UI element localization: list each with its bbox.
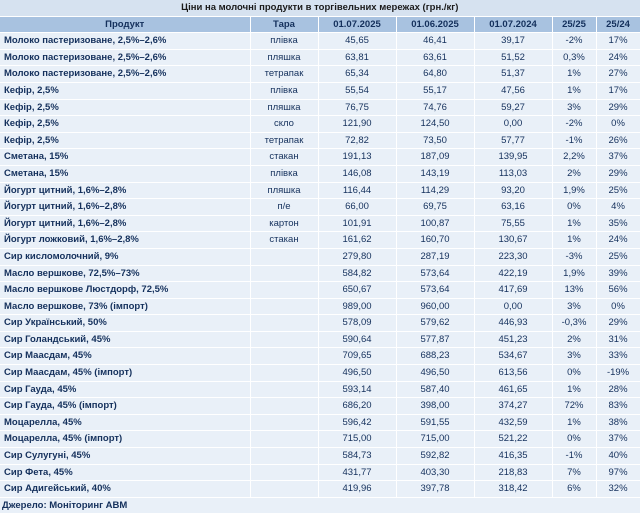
- cell-delta-25-24[interactable]: 29%: [596, 99, 640, 116]
- cell-pack[interactable]: пляшка: [250, 182, 318, 199]
- cell-pack[interactable]: [250, 348, 318, 365]
- cell-delta-25-24[interactable]: 56%: [596, 282, 640, 299]
- table-row: [0, 215, 640, 232]
- table-row: [0, 82, 640, 99]
- cell-delta-25-24[interactable]: 27%: [596, 66, 640, 83]
- cell-price-1[interactable]: 66,00: [318, 199, 396, 216]
- cell-price-3[interactable]: 113,03: [474, 165, 552, 182]
- table-row: [0, 431, 640, 448]
- cell-price-1[interactable]: 55,54: [318, 82, 396, 99]
- cell-delta-25-25[interactable]: 1%: [552, 414, 596, 431]
- cell-price-2[interactable]: 73,50: [396, 132, 474, 149]
- table-row: [0, 331, 640, 348]
- table-row: [0, 315, 640, 332]
- cell-price-2[interactable]: 688,23: [396, 348, 474, 365]
- cell-delta-25-24[interactable]: 97%: [596, 464, 640, 481]
- table-row: [0, 66, 640, 83]
- cell-price-1[interactable]: 63,81: [318, 49, 396, 66]
- cell-product[interactable]: Сметана, 15%: [0, 149, 250, 166]
- cell-price-3[interactable]: 521,22: [474, 431, 552, 448]
- cell-pack[interactable]: [250, 431, 318, 448]
- table-row: [0, 132, 640, 149]
- cell-delta-25-25[interactable]: -0,3%: [552, 315, 596, 332]
- cell-product[interactable]: Масло вершкове, 72,5%–73%: [0, 265, 250, 282]
- cell-price-3[interactable]: 461,65: [474, 381, 552, 398]
- cell-delta-25-25[interactable]: 6%: [552, 481, 596, 498]
- cell-delta-25-25[interactable]: -1%: [552, 132, 596, 149]
- cell-price-1[interactable]: 709,65: [318, 348, 396, 365]
- cell-delta-25-25[interactable]: 1%: [552, 381, 596, 398]
- table-row: [0, 481, 640, 498]
- cell-delta-25-24[interactable]: 24%: [596, 232, 640, 249]
- table-row: [0, 182, 640, 199]
- cell-price-2[interactable]: 124,50: [396, 116, 474, 133]
- cell-price-3[interactable]: 416,35: [474, 448, 552, 465]
- table-row: [0, 199, 640, 216]
- cell-delta-25-24[interactable]: 4%: [596, 199, 640, 216]
- table-row: [0, 348, 640, 365]
- cell-pack[interactable]: [250, 398, 318, 415]
- cell-price-2[interactable]: 114,29: [396, 182, 474, 199]
- cell-product[interactable]: Моцарелла, 45% (імпорт): [0, 431, 250, 448]
- cell-pack[interactable]: [250, 381, 318, 398]
- cell-price-2[interactable]: 69,75: [396, 199, 474, 216]
- table-row: [0, 116, 640, 133]
- cell-delta-25-25[interactable]: 1%: [552, 232, 596, 249]
- cell-price-3[interactable]: 613,56: [474, 365, 552, 382]
- cell-price-3[interactable]: 57,77: [474, 132, 552, 149]
- table-row: [0, 464, 640, 481]
- cell-pack[interactable]: [250, 464, 318, 481]
- cell-delta-25-25[interactable]: 0%: [552, 431, 596, 448]
- cell-price-2[interactable]: 74,76: [396, 99, 474, 116]
- cell-delta-25-24[interactable]: 17%: [596, 82, 640, 99]
- cell-price-1[interactable]: 72,82: [318, 132, 396, 149]
- cell-delta-25-25[interactable]: 1%: [552, 82, 596, 99]
- table-row: [0, 365, 640, 382]
- cell-delta-25-25[interactable]: 3%: [552, 298, 596, 315]
- cell-delta-25-25[interactable]: 72%: [552, 398, 596, 415]
- cell-price-3[interactable]: 451,23: [474, 331, 552, 348]
- cell-price-1[interactable]: 161,62: [318, 232, 396, 249]
- cell-delta-25-24[interactable]: 33%: [596, 348, 640, 365]
- cell-pack[interactable]: п/е: [250, 199, 318, 216]
- cell-delta-25-25[interactable]: 0%: [552, 199, 596, 216]
- cell-product[interactable]: Сир Фета, 45%: [0, 464, 250, 481]
- cell-delta-25-24[interactable]: 29%: [596, 315, 640, 332]
- cell-price-3[interactable]: 51,52: [474, 49, 552, 66]
- column-header-price-3[interactable]: 01.07.2024: [474, 16, 552, 33]
- cell-price-2[interactable]: 64,80: [396, 66, 474, 83]
- cell-delta-25-25[interactable]: 1,9%: [552, 265, 596, 282]
- cell-price-1[interactable]: 279,80: [318, 248, 396, 265]
- cell-price-2[interactable]: 960,00: [396, 298, 474, 315]
- cell-price-1[interactable]: 590,64: [318, 331, 396, 348]
- cell-product[interactable]: Сир Маасдам, 45% (імпорт): [0, 365, 250, 382]
- table-row: [0, 414, 640, 431]
- cell-price-2[interactable]: 592,82: [396, 448, 474, 465]
- table-source-row: [0, 497, 640, 514]
- cell-price-1[interactable]: 596,42: [318, 414, 396, 431]
- cell-delta-25-25[interactable]: 7%: [552, 464, 596, 481]
- cell-delta-25-25[interactable]: 1%: [552, 66, 596, 83]
- cell-pack[interactable]: [250, 414, 318, 431]
- cell-price-3[interactable]: 0,00: [474, 298, 552, 315]
- cell-price-3[interactable]: 93,20: [474, 182, 552, 199]
- cell-delta-25-24[interactable]: 17%: [596, 33, 640, 50]
- cell-delta-25-24[interactable]: 28%: [596, 381, 640, 398]
- cell-price-3[interactable]: 318,42: [474, 481, 552, 498]
- cell-price-3[interactable]: 432,59: [474, 414, 552, 431]
- source-label: Джерело: Моніторинг АВМ: [0, 497, 640, 514]
- cell-price-3[interactable]: 59,27: [474, 99, 552, 116]
- table-row: [0, 99, 640, 116]
- cell-price-3[interactable]: 223,30: [474, 248, 552, 265]
- cell-price-2[interactable]: 587,40: [396, 381, 474, 398]
- cell-price-2[interactable]: 46,41: [396, 33, 474, 50]
- cell-price-1[interactable]: 686,20: [318, 398, 396, 415]
- table-header-row: [0, 16, 640, 33]
- column-header-delta-25-25[interactable]: 25/25: [552, 16, 596, 33]
- cell-pack[interactable]: стакан: [250, 149, 318, 166]
- cell-product[interactable]: Кефір, 2,5%: [0, 132, 250, 149]
- cell-product[interactable]: Йогурт ложковий, 1,6%–2,8%: [0, 232, 250, 249]
- cell-price-2[interactable]: 573,64: [396, 265, 474, 282]
- cell-delta-25-24[interactable]: 83%: [596, 398, 640, 415]
- cell-price-3[interactable]: 446,93: [474, 315, 552, 332]
- cell-price-2[interactable]: 63,61: [396, 49, 474, 66]
- cell-price-2[interactable]: 577,87: [396, 331, 474, 348]
- cell-price-2[interactable]: 398,00: [396, 398, 474, 415]
- cell-price-2[interactable]: 715,00: [396, 431, 474, 448]
- page-title: Ціни на молочні продукти в торгівельних мережах (грн./кг): [0, 0, 640, 16]
- cell-delta-25-24[interactable]: 26%: [596, 132, 640, 149]
- cell-price-1[interactable]: 650,67: [318, 282, 396, 299]
- cell-pack[interactable]: [250, 248, 318, 265]
- cell-price-3[interactable]: 0,00: [474, 116, 552, 133]
- cell-product[interactable]: Сир Український, 50%: [0, 315, 250, 332]
- cell-delta-25-25[interactable]: 13%: [552, 282, 596, 299]
- table-row: [0, 33, 640, 50]
- cell-product[interactable]: Сметана, 15%: [0, 165, 250, 182]
- cell-delta-25-24[interactable]: 39%: [596, 265, 640, 282]
- cell-price-3[interactable]: 534,67: [474, 348, 552, 365]
- cell-price-3[interactable]: 374,27: [474, 398, 552, 415]
- cell-pack[interactable]: [250, 331, 318, 348]
- table-row: [0, 298, 640, 315]
- cell-delta-25-24[interactable]: 35%: [596, 215, 640, 232]
- cell-price-2[interactable]: 573,64: [396, 282, 474, 299]
- cell-delta-25-24[interactable]: -19%: [596, 365, 640, 382]
- column-header-product[interactable]: Продукт: [0, 16, 250, 33]
- column-header-delta-25-24[interactable]: 25/24: [596, 16, 640, 33]
- cell-price-2[interactable]: 403,30: [396, 464, 474, 481]
- cell-price-1[interactable]: 121,90: [318, 116, 396, 133]
- cell-delta-25-24[interactable]: 29%: [596, 165, 640, 182]
- cell-price-3[interactable]: 63,16: [474, 199, 552, 216]
- cell-delta-25-24[interactable]: 0%: [596, 116, 640, 133]
- cell-pack[interactable]: картон: [250, 215, 318, 232]
- cell-price-1[interactable]: 116,44: [318, 182, 396, 199]
- cell-delta-25-25[interactable]: -2%: [552, 33, 596, 50]
- cell-pack[interactable]: стакан: [250, 232, 318, 249]
- cell-delta-25-25[interactable]: -2%: [552, 116, 596, 133]
- cell-price-1[interactable]: 431,77: [318, 464, 396, 481]
- cell-product[interactable]: Йогурт цитний, 1,6%–2,8%: [0, 215, 250, 232]
- cell-pack[interactable]: [250, 265, 318, 282]
- cell-price-1[interactable]: 593,14: [318, 381, 396, 398]
- cell-price-1[interactable]: 989,00: [318, 298, 396, 315]
- cell-price-1[interactable]: 191,13: [318, 149, 396, 166]
- table-row: [0, 282, 640, 299]
- cell-price-2[interactable]: 579,62: [396, 315, 474, 332]
- cell-pack[interactable]: плівка: [250, 165, 318, 182]
- cell-delta-25-25[interactable]: 2%: [552, 331, 596, 348]
- cell-price-3[interactable]: 218,83: [474, 464, 552, 481]
- cell-price-3[interactable]: 51,37: [474, 66, 552, 83]
- table-row: [0, 165, 640, 182]
- table-row: [0, 448, 640, 465]
- cell-delta-25-25[interactable]: 1,9%: [552, 182, 596, 199]
- cell-delta-25-24[interactable]: 37%: [596, 149, 640, 166]
- cell-product[interactable]: Молоко пастеризоване, 2,5%–2,6%: [0, 66, 250, 83]
- table-row: [0, 265, 640, 282]
- table-row: [0, 398, 640, 415]
- cell-pack[interactable]: тетрапак: [250, 66, 318, 83]
- column-header-price-1[interactable]: 01.07.2025: [318, 16, 396, 33]
- cell-delta-25-24[interactable]: 40%: [596, 448, 640, 465]
- cell-price-1[interactable]: 496,50: [318, 365, 396, 382]
- cell-product[interactable]: Сир Адигейський, 40%: [0, 481, 250, 498]
- cell-price-1[interactable]: 45,65: [318, 33, 396, 50]
- cell-delta-25-25[interactable]: 2,2%: [552, 149, 596, 166]
- cell-pack[interactable]: тетрапак: [250, 132, 318, 149]
- table-row: [0, 248, 640, 265]
- cell-delta-25-24[interactable]: 0%: [596, 298, 640, 315]
- cell-delta-25-24[interactable]: 32%: [596, 481, 640, 498]
- cell-price-1[interactable]: 101,91: [318, 215, 396, 232]
- cell-product[interactable]: Сир кисломолочний, 9%: [0, 248, 250, 265]
- cell-delta-25-24[interactable]: 37%: [596, 431, 640, 448]
- column-header-pack[interactable]: Тара: [250, 16, 318, 33]
- table-row: [0, 49, 640, 66]
- cell-delta-25-24[interactable]: 31%: [596, 331, 640, 348]
- cell-price-3[interactable]: 139,95: [474, 149, 552, 166]
- cell-delta-25-25[interactable]: 0%: [552, 365, 596, 382]
- cell-price-3[interactable]: 47,56: [474, 82, 552, 99]
- cell-price-2[interactable]: 496,50: [396, 365, 474, 382]
- cell-delta-25-25[interactable]: 3%: [552, 348, 596, 365]
- cell-price-1[interactable]: 146,08: [318, 165, 396, 182]
- cell-price-1[interactable]: 578,09: [318, 315, 396, 332]
- cell-product[interactable]: Молоко пастеризоване, 2,5%–2,6%: [0, 49, 250, 66]
- cell-price-3[interactable]: 75,55: [474, 215, 552, 232]
- cell-product[interactable]: Сир Голандський, 45%: [0, 331, 250, 348]
- cell-delta-25-24[interactable]: 24%: [596, 49, 640, 66]
- cell-price-2[interactable]: 55,17: [396, 82, 474, 99]
- cell-price-1[interactable]: 584,73: [318, 448, 396, 465]
- cell-product[interactable]: Сир Сулугуні, 45%: [0, 448, 250, 465]
- cell-delta-25-24[interactable]: 38%: [596, 414, 640, 431]
- cell-price-2[interactable]: 287,19: [396, 248, 474, 265]
- cell-pack[interactable]: [250, 448, 318, 465]
- cell-price-3[interactable]: 417,69: [474, 282, 552, 299]
- cell-product[interactable]: Кефір, 2,5%: [0, 116, 250, 133]
- cell-price-3[interactable]: 39,17: [474, 33, 552, 50]
- cell-delta-25-24[interactable]: 25%: [596, 182, 640, 199]
- cell-pack[interactable]: скло: [250, 116, 318, 133]
- cell-product[interactable]: Сир Гауда, 45% (імпорт): [0, 398, 250, 415]
- cell-product[interactable]: Моцарелла, 45%: [0, 414, 250, 431]
- cell-product[interactable]: Кефір, 2,5%: [0, 82, 250, 99]
- table-row: [0, 149, 640, 166]
- cell-product[interactable]: Сир Маасдам, 45%: [0, 348, 250, 365]
- cell-pack[interactable]: [250, 481, 318, 498]
- cell-price-2[interactable]: 591,55: [396, 414, 474, 431]
- cell-pack[interactable]: [250, 315, 318, 332]
- cell-delta-25-24[interactable]: 25%: [596, 248, 640, 265]
- cell-price-2[interactable]: 143,19: [396, 165, 474, 182]
- cell-delta-25-25[interactable]: 0,3%: [552, 49, 596, 66]
- cell-delta-25-25[interactable]: -3%: [552, 248, 596, 265]
- cell-price-1[interactable]: 76,75: [318, 99, 396, 116]
- cell-price-2[interactable]: 160,70: [396, 232, 474, 249]
- cell-price-1[interactable]: 419,96: [318, 481, 396, 498]
- cell-price-1[interactable]: 584,82: [318, 265, 396, 282]
- cell-delta-25-25[interactable]: 1%: [552, 215, 596, 232]
- cell-product[interactable]: Йогурт цитний, 1,6%–2,8%: [0, 199, 250, 216]
- cell-product[interactable]: Масло вершкове Люстдорф, 72,5%: [0, 282, 250, 299]
- cell-delta-25-25[interactable]: -1%: [552, 448, 596, 465]
- cell-product[interactable]: Сир Гауда, 45%: [0, 381, 250, 398]
- cell-pack[interactable]: [250, 282, 318, 299]
- cell-product[interactable]: Кефір, 2,5%: [0, 99, 250, 116]
- cell-price-2[interactable]: 187,09: [396, 149, 474, 166]
- cell-pack[interactable]: пляшка: [250, 99, 318, 116]
- column-header-price-2[interactable]: 01.06.2025: [396, 16, 474, 33]
- cell-price-1[interactable]: 715,00: [318, 431, 396, 448]
- cell-product[interactable]: Масло вершкове, 73% (імпорт): [0, 298, 250, 315]
- table-row: [0, 232, 640, 249]
- cell-pack[interactable]: пляшка: [250, 49, 318, 66]
- cell-delta-25-25[interactable]: 3%: [552, 99, 596, 116]
- cell-price-1[interactable]: 65,34: [318, 66, 396, 83]
- cell-pack[interactable]: плівка: [250, 82, 318, 99]
- cell-pack[interactable]: [250, 365, 318, 382]
- table-row: [0, 381, 640, 398]
- cell-price-2[interactable]: 100,87: [396, 215, 474, 232]
- cell-pack[interactable]: плівка: [250, 33, 318, 50]
- cell-price-3[interactable]: 422,19: [474, 265, 552, 282]
- cell-price-3[interactable]: 130,67: [474, 232, 552, 249]
- cell-product[interactable]: Йогурт цитний, 1,6%–2,8%: [0, 182, 250, 199]
- cell-product[interactable]: Молоко пастеризоване, 2,5%–2,6%: [0, 33, 250, 50]
- cell-delta-25-25[interactable]: 2%: [552, 165, 596, 182]
- cell-price-2[interactable]: 397,78: [396, 481, 474, 498]
- cell-pack[interactable]: [250, 298, 318, 315]
- table-title-row: [0, 0, 640, 16]
